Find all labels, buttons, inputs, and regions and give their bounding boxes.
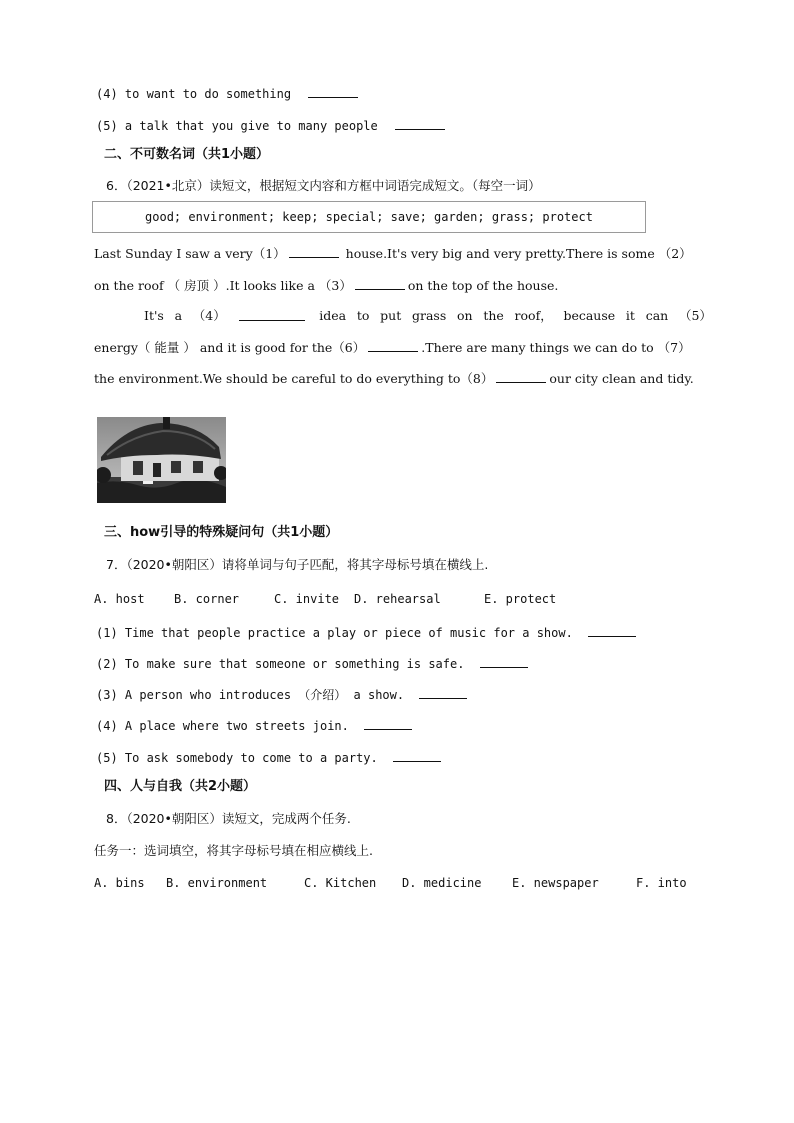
chinese-gloss: 能量 xyxy=(154,340,180,355)
passage-line-1 xyxy=(94,245,692,262)
match-item-4 xyxy=(96,717,415,734)
passage-word: put xyxy=(380,308,402,323)
answer-blank-3[interactable] xyxy=(355,277,405,290)
passage-line-5 xyxy=(94,370,694,387)
option-list xyxy=(94,875,687,891)
passage-line-2 xyxy=(94,277,558,294)
answer-blank[interactable] xyxy=(364,717,412,730)
match-item-1 xyxy=(96,624,639,641)
passage-word: the xyxy=(483,308,504,323)
option-d: D. rehearsal xyxy=(354,592,441,606)
passage-text: the environment.We should be careful to do everything to（8） xyxy=(94,371,494,386)
answer-blank[interactable] xyxy=(393,749,441,762)
item-text: (4) A place where two streets join. xyxy=(96,719,349,733)
passage-word: （4） xyxy=(192,308,226,323)
passage-text: on the roof （ xyxy=(94,278,181,293)
passage-text: our city clean and tidy. xyxy=(549,371,694,386)
answer-blank[interactable] xyxy=(480,655,528,668)
passage-word: （5） xyxy=(678,308,712,323)
item-text: (1) Time that people practice a play or piece of music for a show. xyxy=(96,626,573,640)
passage-word: roof， xyxy=(514,308,553,323)
option-list xyxy=(94,591,556,607)
answer-blank[interactable] xyxy=(395,117,445,130)
answer-blank[interactable] xyxy=(419,686,467,699)
passage-word: to xyxy=(356,308,370,323)
option-d: D. medicine xyxy=(402,876,482,890)
chinese-gloss: 房顶 xyxy=(184,278,210,293)
item-5-line xyxy=(96,117,448,134)
word-box xyxy=(92,201,646,233)
passage-word: a xyxy=(174,308,183,323)
passage-word: because xyxy=(563,308,616,323)
passage-text: ） and it is good for the（6） xyxy=(183,340,366,355)
grass-roof-house-image xyxy=(97,417,226,503)
item-4-line xyxy=(96,85,361,102)
passage-line-3 xyxy=(144,308,712,324)
section-heading: 三、how引导的特殊疑问句（共1小题） xyxy=(104,525,339,540)
passage-text: house.It's very big and very pretty.There is some （2） xyxy=(345,246,692,261)
task-instruction: 任务一：选词填空，将其字母标号填在相应横线上. xyxy=(94,843,373,858)
option-a: A. host xyxy=(94,592,145,606)
passage-text: Last Sunday I saw a very（1） xyxy=(94,246,286,261)
answer-blank[interactable] xyxy=(308,85,358,98)
answer-blank-8[interactable] xyxy=(496,370,546,383)
question-intro: 8．（2020•朝阳区）读短文，完成两个任务. xyxy=(106,811,351,826)
item-text: (5) To ask somebody to come to a party. xyxy=(96,751,378,765)
item-text: (3) A person who introduces （介绍） a show. xyxy=(96,688,405,702)
passage-word: It's xyxy=(144,308,164,323)
passage-text: on the top of the house. xyxy=(407,278,559,293)
item-text: (2) To make sure that someone or something is safe. xyxy=(96,657,465,671)
question-intro: 7．（2020•朝阳区）请将单词与句子匹配，将其字母标号填在横线上. xyxy=(106,557,489,572)
passage-line-4 xyxy=(94,339,691,356)
match-item-3 xyxy=(96,686,470,703)
section-heading: 四、人与自我（共2小题） xyxy=(104,779,257,794)
passage-word: can xyxy=(645,308,669,323)
match-item-2 xyxy=(96,655,531,672)
answer-blank-4[interactable] xyxy=(239,308,305,321)
word-box-text: good; environment; keep; special; save; garden; grass; protect xyxy=(145,210,593,224)
item-text: (5) a talk that you give to many people xyxy=(96,119,378,133)
match-item-5 xyxy=(96,749,444,766)
option-c: C. invite xyxy=(274,592,340,606)
passage-word: grass xyxy=(411,308,447,323)
option-b: B. corner xyxy=(174,592,240,606)
passage-word: on xyxy=(456,308,473,323)
answer-blank-6[interactable] xyxy=(368,339,418,352)
passage-text: energy（ xyxy=(94,340,151,355)
passage-text: ）.It looks like a （3） xyxy=(213,278,352,293)
section-heading: 二、不可数名词（共1小题） xyxy=(104,147,270,162)
item-text: (4) to want to do something xyxy=(96,87,292,101)
option-b: B. environment xyxy=(166,876,268,890)
answer-blank[interactable] xyxy=(588,624,636,637)
passage-word: idea xyxy=(319,308,347,323)
option-a: A. bins xyxy=(94,876,145,890)
option-c: C. Kitchen xyxy=(304,876,377,890)
option-e: E. protect xyxy=(484,592,557,606)
answer-blank-1[interactable] xyxy=(289,245,339,258)
option-f: F. into xyxy=(636,876,687,890)
option-e: E. newspaper xyxy=(512,876,599,890)
passage-word: it xyxy=(625,308,635,323)
question-intro: 6．（2021•北京）读短文，根据短文内容和方框中词语完成短文。（每空一词） xyxy=(106,178,541,193)
passage-text: .There are many things we can do to （7） xyxy=(421,340,691,355)
